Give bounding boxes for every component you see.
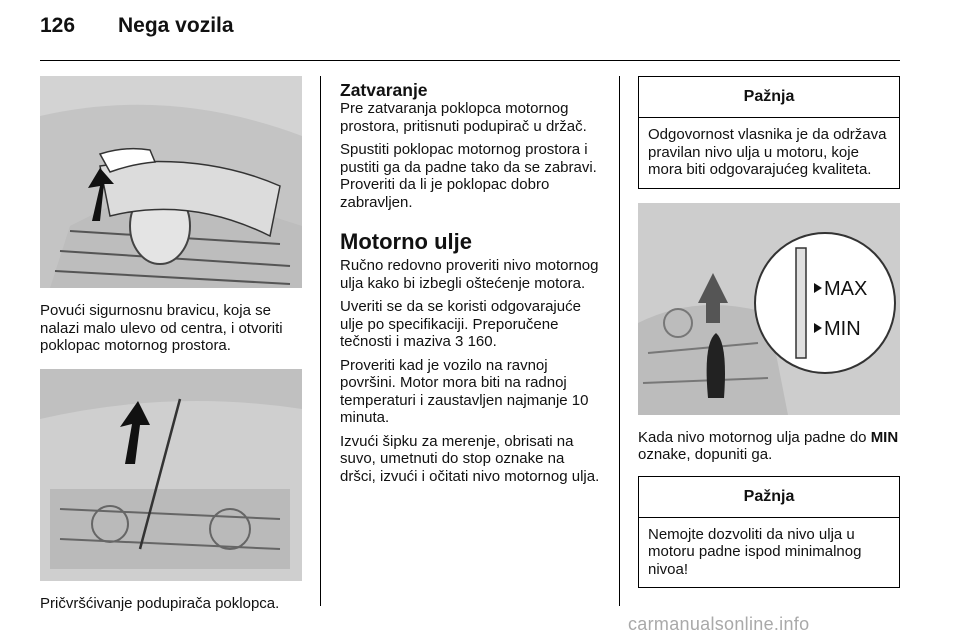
column-3 bbox=[638, 76, 900, 588]
para-oil-1: Ručno redovno proveriti nivo motornog ulja kako bi izbegli oštećenje motora. bbox=[340, 257, 599, 292]
column-divider-left bbox=[320, 76, 321, 606]
notice-body: Nemojte dozvoliti da nivo ulja u motoru padne ispod minimalnog nivoa! bbox=[648, 525, 862, 578]
caption-hood-prop: Pričvršćivanje podupirača poklopca. bbox=[40, 594, 280, 612]
para-closing-2: Spustiti poklopac motornog prostora i pustiti ga da padne tako da se zabravi. Proveriti da li je poklopac dobro zabravljen. bbox=[340, 141, 597, 211]
column-1 bbox=[40, 76, 302, 612]
notice-box-2 bbox=[638, 476, 900, 589]
caption-dipstick-bold: MIN bbox=[870, 428, 899, 446]
column-divider-right bbox=[619, 76, 620, 606]
heading-closing: Zatvaranje bbox=[340, 80, 428, 100]
para-oil-3: Proveriti kad je vozilo na ravnoj površini. Motor mora biti na radnoj temperaturi i zaustavljen najmanje 10 minuta. bbox=[340, 356, 589, 426]
dipstick-min-label: MIN bbox=[824, 317, 861, 340]
heading-engine-oil: Motorno ulje bbox=[340, 229, 472, 254]
watermark: carmanualsonline.info bbox=[628, 614, 810, 634]
hood-release-illustration bbox=[40, 76, 302, 288]
dipstick-illustration bbox=[638, 203, 900, 415]
para-closing-1: Pre zatvaranja poklopca motornog prostora, pritisnuti podupirač u držač. bbox=[340, 100, 587, 135]
page-ref[interactable]: 160. bbox=[467, 333, 497, 350]
notice-title: Pažnja bbox=[639, 77, 899, 118]
column-2 bbox=[340, 76, 602, 491]
notice-title: Pažnja bbox=[639, 477, 899, 518]
page-number: 126 bbox=[40, 14, 76, 37]
caption-dipstick-pre: Kada nivo motornog ulja padne do bbox=[638, 428, 867, 446]
hood-prop-illustration bbox=[40, 369, 302, 581]
dipstick-max-label: MAX bbox=[824, 277, 868, 300]
page-header bbox=[40, 14, 234, 50]
caption-hood-release: Povući sigurnosnu bravicu, koja se nalazi malo ulevo od centra, i otvoriti poklopac motornog prostora. bbox=[40, 302, 283, 354]
para-oil-4: Izvući šipku za merenje, obrisati na suvo, umetnuti do stop oznake na dršci, izvući i očitati nivo motornog ulja. bbox=[340, 432, 600, 485]
header-rule bbox=[40, 60, 900, 61]
notice-body: Odgovornost vlasnika je da održava pravilan nivo ulja u motoru, koje mora biti odgovarajućeg kvaliteta. bbox=[648, 126, 887, 178]
para-oil-2 bbox=[340, 298, 602, 351]
notice-box-1 bbox=[638, 76, 900, 189]
page-title: Nega vozila bbox=[118, 14, 234, 37]
page-ref-icon: 3 bbox=[455, 333, 464, 350]
para-oil-2-text: Uveriti se da se koristi odgovarajuće ulje po specifikaciji. Preporučene tečnosti i maziva bbox=[340, 298, 581, 350]
caption-dipstick-post: oznake, dopuniti ga. bbox=[638, 446, 773, 463]
caption-dipstick bbox=[638, 429, 900, 464]
